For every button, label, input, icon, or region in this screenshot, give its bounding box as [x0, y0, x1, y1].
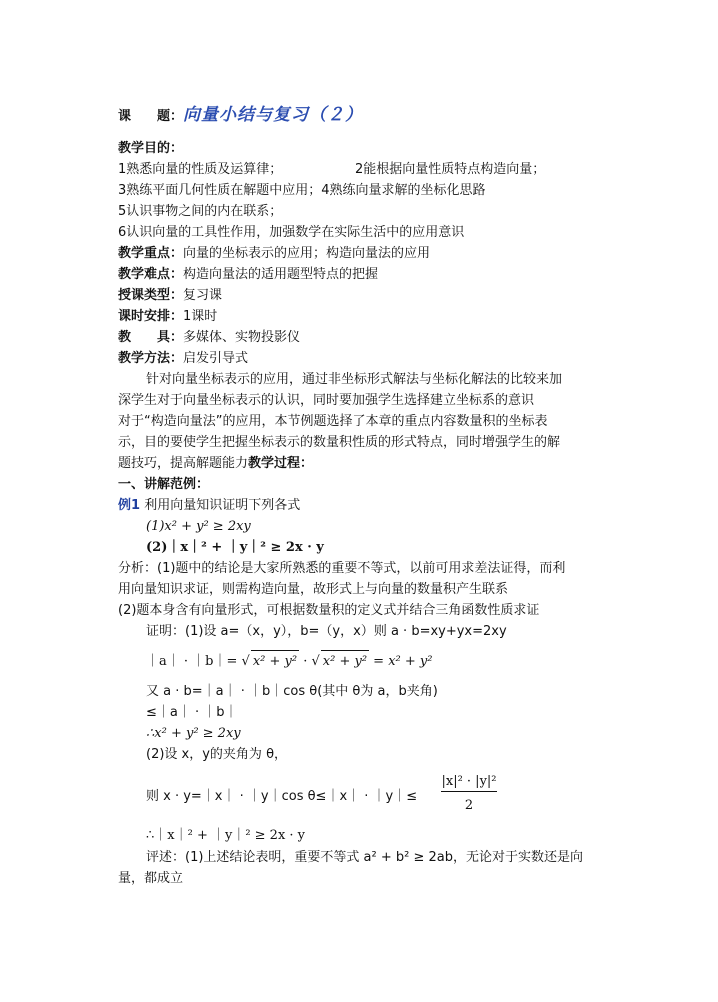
analysis-line-1: 分析：(1)题中的结论是大家所熟悉的重要不等式，以前可用求差法证得，而利: [118, 561, 566, 576]
intro-line-1: 针对向量坐标表示的应用，通过非坐标形式解法与坐标化解法的比较来加: [146, 372, 563, 387]
intro-line-4: 示，目的要使学生把握坐标表示的数量积性质的形式特点，同时增强学生的解: [118, 435, 561, 450]
dot-operator: ·: [299, 654, 312, 669]
method-text: 启发引导式: [183, 351, 249, 366]
goal-2: 2能根据向量性质特点构造向量；: [355, 162, 546, 177]
proof-line-6: (2)设 x，y的夹角为 θ，: [146, 747, 288, 762]
difficulty-label: 教学难点：: [118, 267, 184, 282]
proof-line-4: ≤｜a｜ · ｜b｜: [146, 705, 238, 720]
proof-line-7: 则 x · y=｜x｜ · ｜y｜cos θ≤｜x｜ · ｜y｜≤: [146, 789, 418, 804]
proof-line-8: ∴｜x｜² + ｜y｜² ≥ 2x · y: [146, 828, 306, 843]
fraction-numerator: |x|² · |y|²: [441, 774, 497, 792]
lesson-title-row: [118, 106, 363, 126]
lesson-type-text: 复习课: [183, 288, 223, 303]
intro-line-5-text: 题技巧，提高解题能力: [118, 456, 249, 471]
lesson-type-row: [118, 286, 222, 305]
comment-line-2: 量，都成立: [118, 871, 184, 886]
difficulty-row: [118, 265, 378, 284]
title-label: 课 题：: [118, 109, 184, 124]
sqrt-term-1: x² + y²: [251, 650, 299, 673]
intro-line-5: [118, 454, 313, 473]
comment-line-1: 评述：(1)上述结论表明，重要不等式 a² + b² ≥ 2ab，无论对于实数还是向: [146, 850, 583, 865]
goal-3-4: 3熟练平面几何性质在解题中应用；4熟练向量求解的坐标化思路: [118, 183, 486, 198]
intro-line-2: 深学生对于向量坐标表示的认识，同时要加强学生选择建立坐标系的意识: [118, 393, 535, 408]
hours-text: 1课时: [183, 309, 218, 324]
sqrt-symbol-2: √: [311, 654, 320, 669]
example-1-text: 利用向量知识证明下列各式: [144, 498, 301, 513]
example-1-item-2: (2)｜x｜² + ｜y｜² ≥ 2x · y: [146, 540, 324, 555]
norm-product: ｜a｜ · ｜b｜=: [146, 654, 238, 669]
proof-line-3: 又 a · b=｜a｜ · ｜b｜cos θ(其中 θ为 a，b夹角): [146, 684, 438, 699]
process-heading: 教学过程：: [248, 456, 314, 471]
example-1-row: [118, 496, 300, 515]
hours-row: [118, 307, 217, 326]
tools-label: 教 具：: [118, 330, 184, 345]
difficulty-text: 构造向量法的适用题型特点的把握: [183, 267, 379, 282]
sqrt-result: = x² + y²: [369, 654, 433, 669]
fraction-denominator: 2: [464, 798, 474, 813]
key-points-label: 教学重点：: [118, 246, 184, 261]
analysis-line-3: (2)题本身含有向量形式，可根据数量积的定义式并结合三角函数性质求证: [118, 603, 540, 618]
tools-text: 多媒体、实物投影仪: [183, 330, 301, 345]
key-points-row: [118, 244, 430, 263]
intro-line-3: 对于“构造向量法”的应用，本节例题选择了本章的重点内容数量积的坐标表: [118, 414, 548, 429]
analysis-line-2: 用向量知识求证，则需构造向量，故形式上与向量的数量积产生联系: [118, 582, 509, 597]
method-row: [118, 349, 248, 368]
example-1-item-1: (1)x² + y² ≥ 2xy: [146, 519, 251, 534]
section-heading: 一、讲解范例：: [118, 477, 210, 492]
proof-line-5: ∴x² + y² ≥ 2xy: [146, 726, 241, 741]
proof-line-2: [146, 650, 432, 673]
fraction: [441, 774, 497, 813]
sqrt-symbol-1: √: [241, 654, 250, 669]
method-label: 教学方法：: [118, 351, 184, 366]
proof-line-1: 证明：(1)设 a=（x，y），b=（y，x）则 a · b=xy+yx=2xy: [146, 624, 507, 639]
tools-row: [118, 328, 300, 347]
page-title: 向量小结与复习（２）: [183, 105, 364, 125]
lesson-type-label: 授课类型：: [118, 288, 184, 303]
hours-label: 课时安排：: [118, 309, 184, 324]
sqrt-term-2: x² + y²: [321, 650, 369, 673]
goals-heading: 教学目的：: [118, 141, 184, 156]
key-points-text: 向量的坐标表示的应用；构造向量法的应用: [183, 246, 431, 261]
goal-5: 5认识事物之间的内在联系；: [118, 204, 283, 219]
goal-1: 1熟悉向量的性质及运算律；: [118, 162, 283, 177]
example-1-label: 例1: [118, 498, 141, 513]
goal-6: 6认识向量的工具性作用，加强数学在实际生活中的应用意识: [118, 225, 465, 240]
